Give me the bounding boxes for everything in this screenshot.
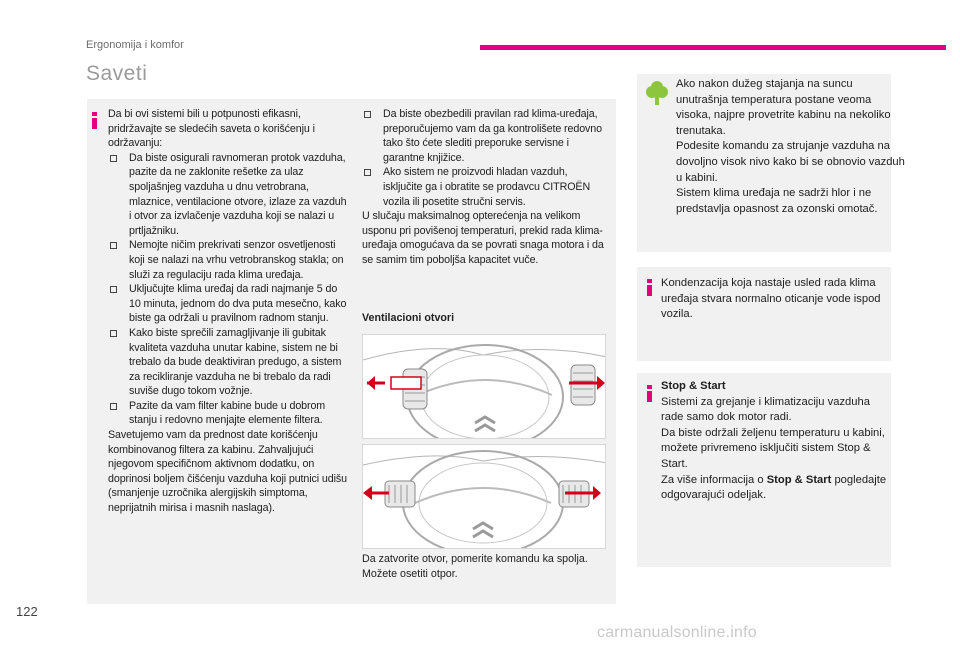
checkbox-bullet-icon — [110, 403, 117, 410]
info-icon — [647, 279, 652, 296]
list-item-text: Ako sistem ne proizvodi hladan vazduh, isključite ga i obratite se prodavcu CITROËN vozila ili posetite stručni servis. — [383, 166, 591, 208]
condensation-text: Kondenzacija koja nastaje usled rada klima uređaja stvara normalno oticanje vode ispod vozila. — [661, 277, 881, 321]
condensation-panel — [637, 267, 891, 361]
tips-column-1 — [108, 107, 351, 516]
list-item-text: Nemojte ničim prekrivati senzor osvetljenosti koji se nalazi na vrhu vetrobranskog stakla; on služi za regulaciju rada klima uređaja. — [129, 239, 344, 281]
info-icon — [647, 385, 652, 402]
dashboard-vent-close-drawing — [363, 445, 606, 549]
stop-start-reference — [661, 473, 891, 504]
list-item — [362, 107, 608, 165]
tips-column-2 — [362, 107, 608, 268]
header-accent-bar — [480, 45, 946, 50]
list-item-text: Da biste obezbedili pravilan rad klima-uređaja, preporučujemo vam da ga kontrolišete redovno tako što ćete slediti preporuke servisne i garantne knjižice. — [383, 108, 602, 164]
eco-tip-line: Ako nakon dužeg stajanja na suncu unutrašnja temperatura postane veoma visoka, najpre provetrite kabinu na nekoliko trenutaka. — [676, 78, 891, 137]
checkbox-bullet-icon — [110, 330, 117, 337]
stop-start-line: Da biste održali željenu temperaturu u kabini, možete privremeno isključiti sistem Stop & Start. — [661, 426, 885, 470]
info-icon — [92, 112, 97, 129]
checkbox-bullet-icon — [110, 155, 117, 162]
stop-start-line: Sistemi za grejanje i klimatizaciju vazduha rade samo dok motor radi. — [661, 395, 870, 424]
list-item — [108, 326, 351, 399]
eco-tip-line: Podesite komandu za strujanje vazduha na dovoljno visok nivo kako bi se obnovio vazduh u kabini. — [676, 140, 905, 184]
dashboard-vent-open-drawing — [363, 335, 606, 439]
page-number: 122 — [16, 604, 38, 619]
tips-intro: Da bi ovi sistemi bili u potpunosti efikasni, pridržavajte se sledećih saveta o korišćenju i održavanju: — [108, 108, 315, 150]
list-item — [108, 399, 351, 428]
eco-tip-text — [676, 77, 906, 217]
list-item-text: Pazite da vam filter kabine bude u dobrom stanju i redovno menjajte elemente filtera. — [129, 399, 326, 427]
stop-start-panel — [637, 373, 891, 567]
checkbox-bullet-icon — [110, 286, 117, 293]
section-header: Ergonomija i komfor — [86, 39, 184, 51]
list-item — [108, 238, 351, 282]
watermark: carmanualsonline.info — [597, 624, 757, 641]
list-item-text: Uključujte klima uređaj da radi najmanje 5 do 10 minuta, jednom do dva puta mesečno, kako biste ga održali u pravilnom radnom stanju. — [129, 283, 347, 325]
page-title: Saveti — [86, 62, 148, 85]
tree-icon — [646, 80, 668, 106]
eco-tip-panel — [637, 74, 905, 252]
stop-start-ref-text: Za više informacija o — [661, 473, 767, 486]
tips-outro: Savetujemo vam da prednost date korišćenju kombinovanog filtera za kabinu. Zahvaljujući njegovom specifičnom aktivnom dodatku, on doprinosi boljem čišćenju vazduha koji putnici udišu (smanjenje uzročnika alergijskih simptoma, neprijatnih mirisa i masnih naslaga). — [108, 429, 347, 515]
checkbox-bullet-icon — [364, 111, 371, 118]
eco-tip-line: Sistem klima uređaja ne sadrži hlor i ne predstavlja opasnost za ozonski omotač. — [676, 187, 878, 215]
dashboard-vents-illustration — [362, 334, 606, 439]
stop-start-ref-text: pogledajte odgovarajući odeljak. — [661, 473, 887, 502]
stop-start-ref-bold: Stop & Start — [766, 473, 832, 486]
vents-caption: Da zatvorite otvor, pomerite komandu ka spolja. Možete osetiti otpor. — [362, 553, 588, 580]
list-item — [362, 165, 608, 209]
stop-start-title: Stop & Start — [661, 380, 726, 392]
list-item-text: Da biste osigurali ravnomeran protok vazduha, pazite da ne zaklonite rešetke za ulaz spoljašnjeg vazduha u dnu vetrobrana, mlaznice, ventilacione otvore, izlaze za vazduh i otvor za izvlačenje vazduha koji se nalazi u prtljažniku. — [129, 151, 347, 237]
list-item — [108, 151, 351, 239]
checkbox-bullet-icon — [110, 242, 117, 249]
checkbox-bullet-icon — [364, 169, 371, 176]
load-note: U slučaju maksimalnog opterećenja na velikom usponu pri povišenoj temperaturi, prekid rada klima-uređaja omogućava da se povrati snaga motora i da se samim tim poboljša kapacitet vuče. — [362, 210, 604, 266]
list-item — [108, 282, 351, 326]
dashboard-vents-illustration — [362, 444, 606, 549]
vents-heading: Ventilacioni otvori — [362, 312, 455, 324]
stop-start-text — [661, 379, 891, 504]
list-item-text: Kako biste sprečili zamagljivanje ili gubitak kvaliteta vazduha unutar kabine, sistem ne bi trebalo da bude deaktiviran predugo, a sistem za recikliranje vazduha ne bi trebalo da radi suviše dugo tokom vožnje. — [129, 326, 342, 398]
